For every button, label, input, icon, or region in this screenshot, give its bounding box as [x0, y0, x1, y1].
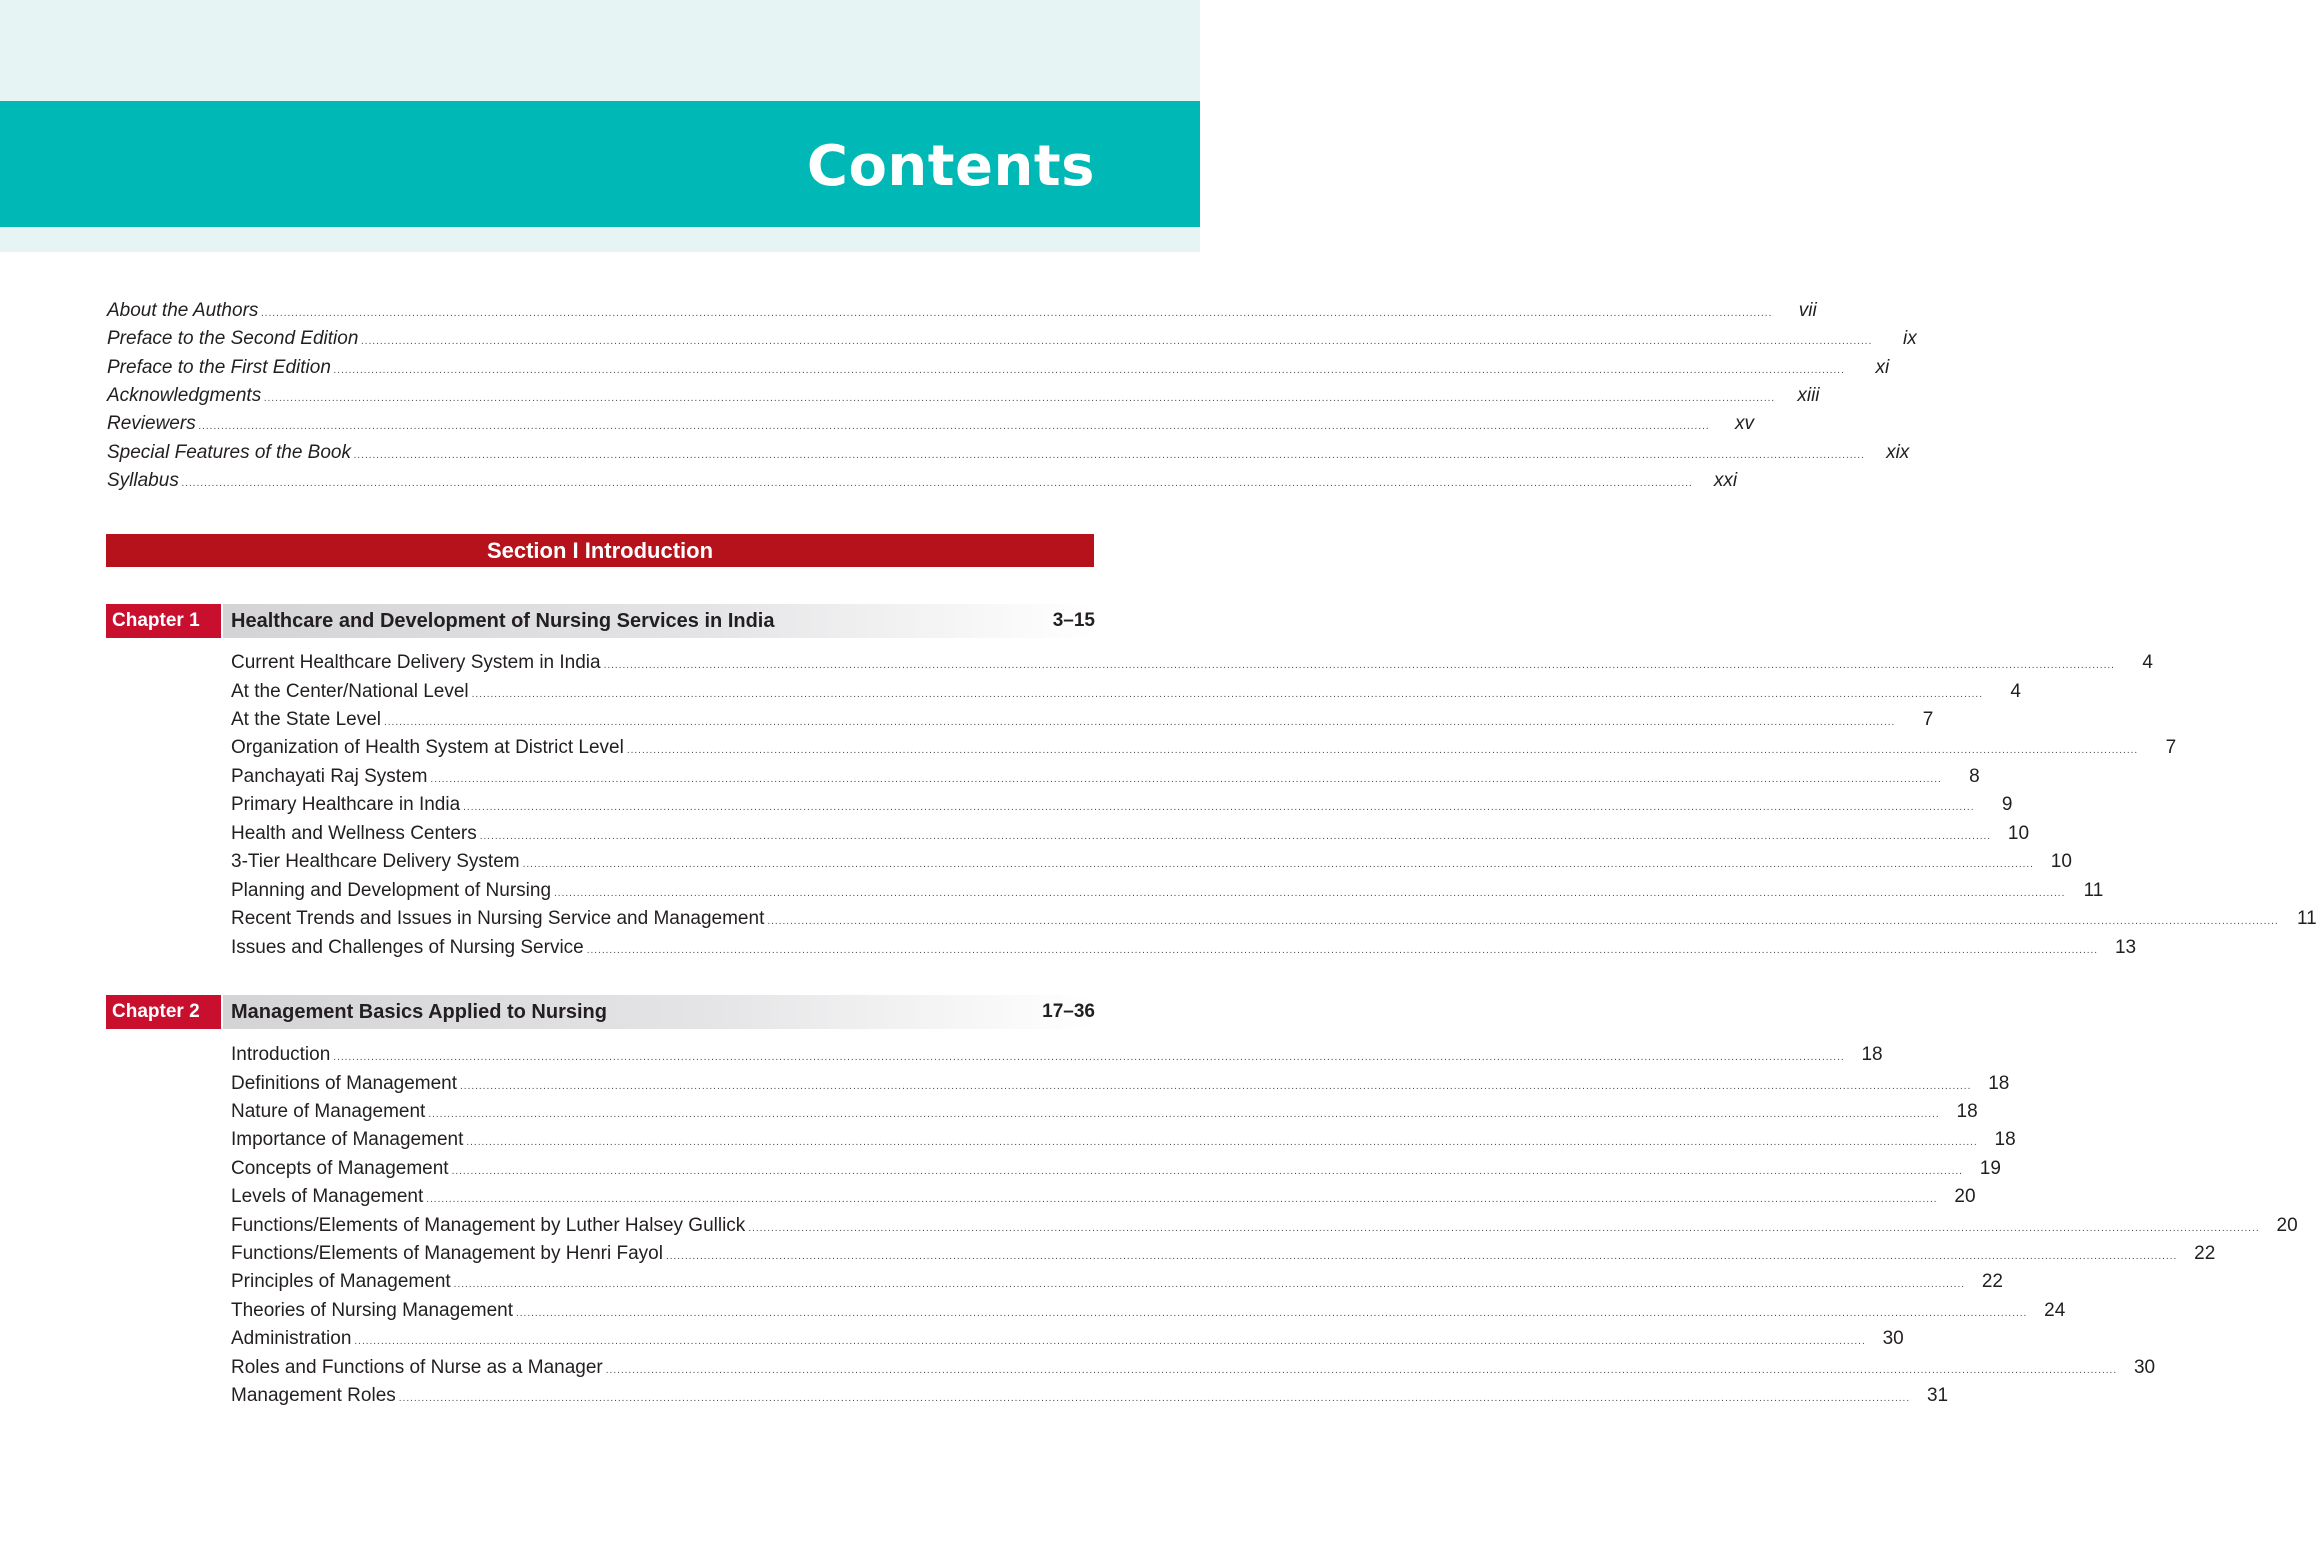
toc-entry[interactable] [231, 1155, 2001, 1183]
page-title: Contents [806, 134, 1095, 199]
entry-label: At the Center/National Level [231, 681, 469, 702]
dot-leader: ................................................................................................................................................................................................................................................................................................................................................................................................................ [554, 888, 2066, 899]
toc-entry[interactable] [231, 1240, 2216, 1268]
entry-label: Current Healthcare Delivery System in India [231, 652, 601, 673]
entry-label: Planning and Development of Nursing [231, 880, 552, 901]
entry-page: xix [1886, 442, 1910, 463]
entry-page: ix [1902, 328, 1917, 349]
toc-entry[interactable] [231, 1297, 2066, 1325]
toc-entry[interactable] [231, 1183, 1976, 1211]
dot-leader: ................................................................................................................................................................................................................................................................................................................................................................................................................ [748, 1223, 2260, 1234]
entry-page: xiii [1797, 385, 1820, 406]
entry-label: Recent Trends and Issues in Nursing Service and Management [231, 908, 765, 929]
toc-entry[interactable] [107, 325, 1917, 353]
dot-leader: ................................................................................................................................................................................................................................................................................................................................................................................................................ [428, 1109, 1940, 1120]
entry-label: Functions/Elements of Management by Henri Fayol [231, 1243, 663, 1264]
dot-leader: ................................................................................................................................................................................................................................................................................................................................................................................................................ [333, 365, 1846, 376]
chapter-number-tag: Chapter 2 [106, 995, 221, 1029]
entry-page: 24 [2044, 1300, 2066, 1321]
toc-entry[interactable] [231, 1382, 1949, 1410]
chapter-page-range: 3–15 [1052, 610, 1095, 631]
entry-page: 9 [2001, 794, 2013, 815]
entry-label: Syllabus [107, 470, 179, 491]
toc-entry[interactable] [231, 1212, 2298, 1240]
dot-leader: ................................................................................................................................................................................................................................................................................................................................................................................................................ [451, 1166, 1963, 1177]
dot-leader: ................................................................................................................................................................................................................................................................................................................................................................................................................ [398, 1393, 1911, 1404]
entry-page: 11 [2296, 908, 2317, 929]
entry-label: Organization of Health System at District Level [231, 737, 624, 758]
toc-entry[interactable] [107, 382, 1820, 410]
entry-label: Levels of Management [231, 1186, 424, 1207]
dot-leader: ................................................................................................................................................................................................................................................................................................................................................................................................................ [479, 831, 1992, 842]
dot-leader: ................................................................................................................................................................................................................................................................................................................................................................................................................ [515, 1308, 2028, 1319]
dot-leader: ................................................................................................................................................................................................................................................................................................................................................................................................................ [426, 1194, 1938, 1205]
dot-leader: ................................................................................................................................................................................................................................................................................................................................................................................................................ [361, 336, 1873, 347]
toc-entry[interactable] [107, 439, 1910, 467]
entry-page: 7 [2165, 737, 2177, 758]
entry-label: Panchayati Raj System [231, 766, 428, 787]
entry-label: Acknowledgments [107, 385, 262, 406]
entry-label: Primary Healthcare in India [231, 794, 461, 815]
dot-leader: ................................................................................................................................................................................................................................................................................................................................................................................................................ [586, 945, 2099, 956]
entry-label: Administration [231, 1328, 352, 1349]
entry-label: Preface to the First Edition [107, 357, 331, 378]
dot-leader: ................................................................................................................................................................................................................................................................................................................................................................................................................ [181, 478, 1694, 489]
entry-label: Introduction [231, 1044, 331, 1065]
entry-label: Definitions of Management [231, 1073, 458, 1094]
entry-page: 18 [1956, 1101, 1978, 1122]
dot-leader: ................................................................................................................................................................................................................................................................................................................................................................................................................ [353, 450, 1866, 461]
dot-leader: ................................................................................................................................................................................................................................................................................................................................................................................................................ [605, 1365, 2118, 1376]
entry-page: vii [1798, 300, 1817, 321]
dot-leader: ................................................................................................................................................................................................................................................................................................................................................................................................................ [261, 308, 1773, 319]
toc-entry[interactable] [231, 1126, 2016, 1154]
chapter-heading[interactable] [106, 995, 1095, 1029]
dot-leader: ................................................................................................................................................................................................................................................................................................................................................................................................................ [767, 916, 2279, 927]
entry-label: Preface to the Second Edition [107, 328, 359, 349]
entry-label: Theories of Nursing Management [231, 1300, 513, 1321]
entry-label: About the Authors [107, 300, 259, 321]
section-heading: Section I Introduction [106, 534, 1094, 567]
dot-leader: ................................................................................................................................................................................................................................................................................................................................................................................................................ [522, 859, 2034, 870]
entry-page: 20 [1954, 1186, 1976, 1207]
dot-leader: ................................................................................................................................................................................................................................................................................................................................................................................................................ [198, 421, 1711, 432]
dot-leader: ................................................................................................................................................................................................................................................................................................................................................................................................................ [626, 745, 2139, 756]
dot-leader: ................................................................................................................................................................................................................................................................................................................................................................................................................ [264, 393, 1776, 404]
entry-page: 31 [1926, 1385, 1949, 1406]
entry-label: Functions/Elements of Management by Luther Halsey Gullick [231, 1215, 746, 1236]
entry-label: Nature of Management [231, 1101, 426, 1122]
toc-entry[interactable] [231, 706, 1934, 734]
entry-label: Issues and Challenges of Nursing Service [231, 937, 584, 958]
entry-page: 4 [2142, 652, 2153, 673]
toc-entry[interactable] [231, 934, 2137, 962]
entry-page: 10 [2050, 851, 2072, 872]
dot-leader: ................................................................................................................................................................................................................................................................................................................................................................................................................ [471, 689, 1983, 700]
toc-entry[interactable] [231, 649, 2153, 677]
toc-entry[interactable] [231, 1041, 1883, 1069]
toc-entry[interactable] [107, 467, 1738, 495]
entry-page: 19 [1979, 1158, 2001, 1179]
chapter-title-bar [223, 604, 1095, 638]
entry-page: 11 [2083, 880, 2104, 901]
entry-label: Principles of Management [231, 1271, 451, 1292]
dot-leader: ................................................................................................................................................................................................................................................................................................................................................................................................................ [430, 774, 1942, 785]
toc-entry[interactable] [231, 1098, 1978, 1126]
entry-page: xv [1735, 413, 1755, 434]
toc-entry[interactable] [231, 905, 2317, 933]
entry-page: 18 [1994, 1129, 2016, 1150]
dot-leader: ................................................................................................................................................................................................................................................................................................................................................................................................................ [665, 1251, 2178, 1262]
chapter-title-bar [223, 995, 1095, 1029]
entry-page: 10 [2007, 823, 2030, 844]
entry-page: 7 [1922, 709, 1934, 730]
entry-page: 22 [1981, 1271, 2003, 1292]
toc-entry[interactable] [231, 1325, 1904, 1353]
entry-page: 30 [2133, 1357, 2156, 1378]
chapter-heading[interactable] [106, 604, 1095, 638]
toc-entry[interactable] [231, 820, 2030, 848]
entry-page: 20 [2276, 1215, 2298, 1236]
entry-page: 22 [2194, 1243, 2216, 1264]
toc-entry[interactable] [231, 1268, 2003, 1296]
entry-page: 18 [1861, 1044, 1883, 1065]
entry-page: 18 [1988, 1073, 2010, 1094]
chapter-title: Management Basics Applied to Nursing [231, 1001, 607, 1023]
toc-entry[interactable] [231, 791, 2013, 819]
chapter-title: Healthcare and Development of Nursing Services in India [231, 610, 775, 632]
toc-entry[interactable] [231, 734, 2177, 762]
toc-entry[interactable] [231, 848, 2072, 876]
entry-page: xxi [1713, 470, 1738, 491]
toc-entry[interactable] [231, 1354, 2156, 1382]
dot-leader: ................................................................................................................................................................................................................................................................................................................................................................................................................ [603, 660, 2115, 671]
toc-entry[interactable] [107, 410, 1755, 438]
dot-leader: ................................................................................................................................................................................................................................................................................................................................................................................................................ [333, 1052, 1845, 1063]
dot-leader: ................................................................................................................................................................................................................................................................................................................................................................................................................ [453, 1279, 1965, 1290]
dot-leader: ................................................................................................................................................................................................................................................................................................................................................................................................................ [463, 802, 1975, 813]
entry-page: 13 [2114, 937, 2137, 958]
entry-page: xi [1875, 357, 1890, 378]
toc-entry[interactable] [231, 1070, 2010, 1098]
entry-label: Roles and Functions of Nurse as a Manager [231, 1357, 603, 1378]
entry-label: Health and Wellness Centers [231, 823, 477, 844]
entry-label: At the State Level [231, 709, 381, 730]
entry-label: Special Features of the Book [107, 442, 351, 463]
toc-entry[interactable] [231, 877, 2104, 905]
entry-label: 3-Tier Healthcare Delivery System [231, 851, 520, 872]
entry-page: 4 [2010, 681, 2021, 702]
entry-page: 8 [1969, 766, 1980, 787]
toc-entry[interactable] [107, 297, 1817, 325]
chapter-number-tag: Chapter 1 [106, 604, 221, 638]
dot-leader: ................................................................................................................................................................................................................................................................................................................................................................................................................ [384, 717, 1896, 728]
toc-entry[interactable] [107, 354, 1890, 382]
dot-leader: ................................................................................................................................................................................................................................................................................................................................................................................................................ [354, 1336, 1866, 1347]
chapter-page-range: 17–36 [1042, 1001, 1095, 1022]
toc-entry[interactable] [231, 678, 2021, 706]
entry-label: Reviewers [107, 413, 196, 434]
title-bar [0, 101, 1200, 227]
entry-label: Management Roles [231, 1385, 396, 1406]
entry-label: Concepts of Management [231, 1158, 449, 1179]
dot-leader: ................................................................................................................................................................................................................................................................................................................................................................................................................ [460, 1081, 1972, 1092]
dot-leader: ................................................................................................................................................................................................................................................................................................................................................................................................................ [466, 1137, 1978, 1148]
entry-page: 30 [1882, 1328, 1904, 1349]
toc-entry[interactable] [231, 763, 1980, 791]
entry-label: Importance of Management [231, 1129, 464, 1150]
